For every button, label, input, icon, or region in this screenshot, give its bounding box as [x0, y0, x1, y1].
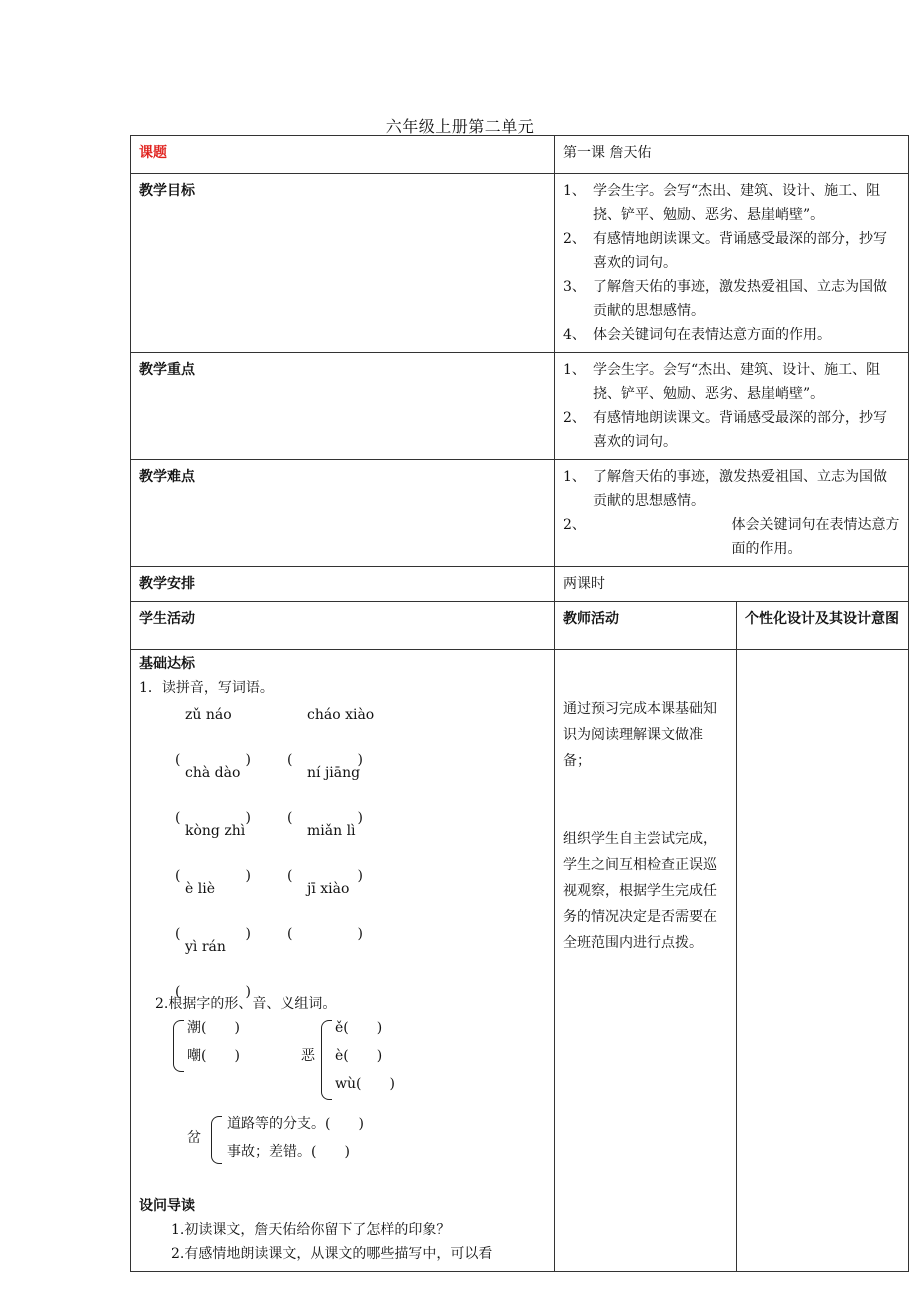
keypoint-item: 1、 学会生字。会写“杰出、建筑、设计、施工、阻挠、铲平、勉励、恶劣、悬崖峭壁”。: [563, 362, 881, 402]
teacher-activity-cell: [555, 650, 737, 1272]
value-difficulties: [555, 460, 909, 567]
row-goals: [131, 174, 909, 353]
keypoint-item: 2、 有感情地朗读课文。背诵感受最深的部分，抄写喜欢的词句。: [563, 410, 887, 450]
pinyin-word: ní jiāng: [307, 764, 361, 781]
pinyin-word: miǎn lì: [307, 822, 356, 839]
value-topic: 第一课 詹天佑: [555, 136, 909, 174]
brace-icon: [321, 1020, 332, 1100]
label-topic: 课题: [131, 136, 555, 174]
row-topic: [131, 136, 909, 174]
design-intent-cell: [737, 650, 909, 1272]
guide-question: 1.初读课文，詹天佑给你留下了怎样的印象？: [171, 1222, 451, 1238]
word-group-exercise: [173, 1016, 546, 1112]
row-schedule: [131, 567, 909, 602]
teacher-note: 通过预习完成本课基础知识为阅读理解课文做准备；: [563, 701, 717, 769]
pinyin-word: yì rán: [185, 938, 226, 955]
pinyin-exercise: zǔ náo cháo xiào ( ) ( ) chà dào ní jiāng ( ) ( ) kòng zhì miǎn lì ( ) ( ) è liè jī xiào ( ) ( ) yì rán ( ): [175, 700, 546, 990]
brace-icon: [211, 1116, 222, 1164]
group3-char: 岔: [187, 1130, 201, 1146]
goal-item: 1、 学会生字。会写“杰出、建筑、设计、施工、阻挠、铲平、勉励、恶劣、悬崖峭壁”。: [563, 183, 881, 223]
brace-icon: [173, 1020, 184, 1072]
header-student-activity: 学生活动: [131, 602, 555, 650]
label-schedule: 教学安排: [131, 567, 555, 602]
section-guide-title: 设问导读: [139, 1198, 195, 1214]
goal-item: 2、 有感情地朗读课文。背诵感受最深的部分，抄写喜欢的词句。: [563, 231, 887, 271]
group1-item: 潮( ): [187, 1020, 240, 1036]
goal-item: 3、 了解詹天佑的事迹，激发热爱祖国、立志为国做贡献的思想感情。: [563, 279, 887, 319]
q1-title: 1．读拼音，写词语。: [139, 680, 274, 696]
header-teacher-activity: 教师活动: [555, 602, 737, 650]
section-basics-title: 基础达标: [139, 656, 195, 672]
pinyin-word: è liè: [185, 880, 215, 897]
pinyin-word: jī xiào: [307, 880, 350, 897]
q2-title: 2.根据字的形、音、义组词。: [155, 996, 337, 1012]
goal-item: 4、 体会关键词句在表情达意方面的作用。: [563, 327, 831, 343]
row-keypoints: [131, 353, 909, 460]
group3-item: 事故；差错。( ): [227, 1144, 350, 1160]
row-activities: [131, 650, 909, 1272]
header-design-intent: 个性化设计及其设计意图: [737, 602, 909, 650]
value-schedule: 两课时: [555, 567, 909, 602]
group2-item: ě( ): [335, 1020, 383, 1036]
teacher-note: 组织学生自主尝试完成，学生之间互相检查正误巡视观察，根据学生完成任务的情况决定是否需要在全班范围内进行点拨。: [563, 831, 717, 951]
pinyin-word: zǔ náo: [185, 706, 232, 723]
student-activity-cell: [131, 650, 555, 1272]
value-goals: [555, 174, 909, 353]
row-difficulties: [131, 460, 909, 567]
word-group-exercise-2: [187, 1112, 546, 1170]
label-keypoints: 教学重点: [131, 353, 555, 460]
pinyin-word: chà dào: [185, 764, 241, 781]
group2-char: 恶: [301, 1048, 315, 1064]
difficulty-item: 1、 了解詹天佑的事迹，激发热爱祖国、立志为国做贡献的思想感情。: [563, 469, 887, 509]
pinyin-word: cháo xiào: [307, 706, 375, 723]
label-goals: 教学目标: [131, 174, 555, 353]
lesson-plan-table: [130, 135, 909, 1272]
page-title: 六年级上册第二单元: [385, 117, 535, 136]
group2-item: è( ): [335, 1048, 383, 1064]
row-column-headers: [131, 602, 909, 650]
value-keypoints: [555, 353, 909, 460]
group1-item: 嘲( ): [187, 1048, 240, 1064]
group2-item: wù( ): [335, 1076, 395, 1092]
guide-question: 2.有感情地朗读课文，从课文的哪些描写中，可以看: [171, 1246, 493, 1262]
label-difficulties: 教学难点: [131, 460, 555, 567]
group3-item: 道路等的分支。( ): [227, 1116, 364, 1132]
difficulty-item: 2、 体会关键词句在表情达意方面的作用。: [563, 517, 900, 557]
pinyin-word: kòng zhì: [185, 822, 246, 839]
